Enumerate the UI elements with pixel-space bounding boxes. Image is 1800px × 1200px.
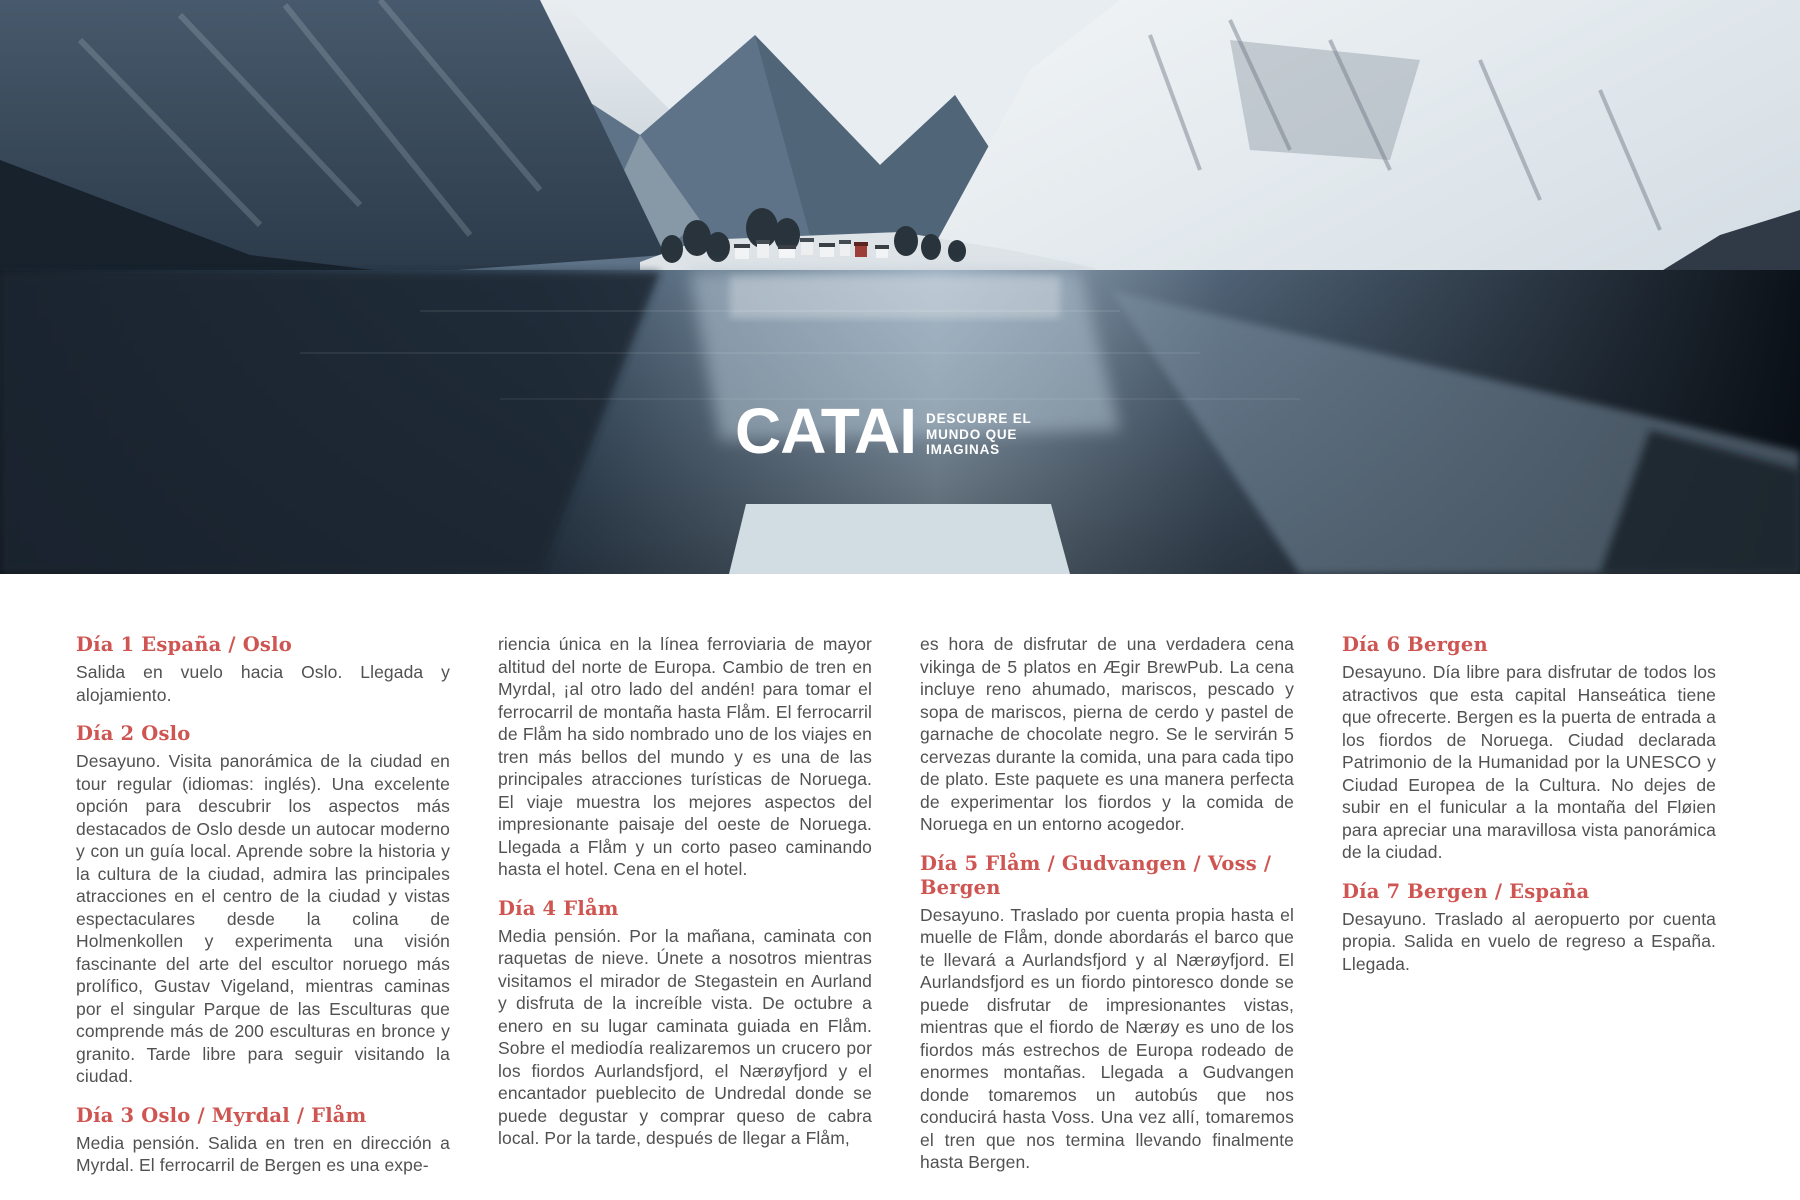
- day-5-heading: Día 5 Flåm / Gudvangen / Voss / Bergen: [920, 851, 1272, 899]
- tagline-line: DESCUBRE EL: [926, 411, 1032, 426]
- day-1-paragraph: Salida en vuelo hacia Oslo. Llegada y alojamiento.: [76, 662, 450, 705]
- tagline-line: IMAGINAS: [926, 442, 1000, 457]
- itinerary-column-2: [498, 633, 872, 1150]
- catai-logo: [735, 395, 1032, 467]
- tagline-line: MUNDO QUE: [926, 426, 1018, 442]
- day-4-paragraph-part-2: es hora de disfrutar de una verdadera cena vikinga de 5 platos en Ægir BrewPub. La cena incluye reno ahumado, mariscos, pescado y sopa de mariscos, pierna de cerdo y pastel de garnache de chocolate negro. Se le servirán 5 cervezas durante la comida, una para cada tipo de plato. Este paquete es una manera perfecta de experimentar los fiordos y la comida de Noruega en un entorno acogedor.: [920, 634, 1294, 834]
- day-6-heading: Día 6 Bergen: [1342, 633, 1488, 656]
- day-4-paragraph-part-1: Media pensión. Por la mañana, caminata con raquetas de nieve. Únete a nosotros mientras visitamos el mirador de Stegastein en Aurland y disfruta de la increíble vista. De octubre a enero en su lugar caminata guiada en Flåm. Sobre el mediodía realizaremos un crucero por los fiordos Aurlandsfjord, el Nærøyfjord y el encantador pueblecito de Undredal donde se puede degustar y comprar queso de cabra local. Por la tarde, después de llegar a Flåm,: [498, 925, 872, 1148]
- fjord-illustration: [0, 0, 1800, 574]
- day-7-paragraph: Desayuno. Traslado al aeropuerto por cuenta propia. Salida en vuelo de regreso a España. Llegada.: [1342, 908, 1716, 974]
- day-6-paragraph: Desayuno. Día libre para disfrutar de todos los atractivos que esta capital Hanseática tiene que ofrecerte. Bergen es la puerta de entrada a los fiordos de Noruega. Ciudad declarada Patrimonio de la Humanidad por la UNESCO y Ciudad Europea de la Cultura. No dejes de subir en el funicular a la montaña del Fløien para apreciar una maravillosa vista panorámica de la ciudad.: [1342, 662, 1716, 862]
- logo-tagline: [926, 411, 1032, 458]
- day-2-heading: Día 2 Oslo: [76, 722, 191, 745]
- day-1-heading: Día 1 España / Oslo: [76, 633, 292, 656]
- hero-panel: [729, 504, 1070, 574]
- hero-photo: [0, 0, 1800, 574]
- day-7-heading: Día 7 Bergen / España: [1342, 879, 1590, 903]
- day-3-heading: Día 3 Oslo / Myrdal / Flåm: [76, 1103, 367, 1127]
- day-4-heading: Día 4 Flåm: [498, 896, 619, 920]
- day-2-paragraph: Desayuno. Visita panorámica de la ciudad en tour regular (idiomas: inglés). Una excelente opción para descubrir los aspectos más destacados de Oslo desde un autocar moderno y con un guía local. Aprende sobre la historia y la cultura de la ciudad, admira las principales atracciones en el centro de la ciudad y vistas espectaculares desde la colina de Holmenkollen y experimenta una visión fascinante del arte del escultor noruego más prolífico, Gustav Vigeland, mientras caminas por el singular Parque de las Esculturas que comprende más de 200 esculturas en bronce y granito. Tarde libre para seguir visitando la ciudad.: [76, 751, 450, 1086]
- day-3-paragraph-part-1: Media pensión. Salida en tren en dirección a Myrdal. El ferrocarril de Bergen es una expe-: [76, 1132, 450, 1175]
- day-3-paragraph-part-2: riencia única en la línea ferroviaria de mayor altitud del norte de Europa. Cambio de tren en Myrdal, ¡al otro lado del andén! para tomar el ferrocarril de montaña hasta Flåm. El ferrocarril de Flåm ha sido nombrado uno de los viajes en tren más bellos del mundo y es una de las principales atracciones turísticas de Noruega. El viaje muestra los mejores aspectos del impresionante paisaje del oeste de Noruega. Llegada a Flåm y un corto paseo caminando hasta el hotel. Cena en el hotel.: [498, 634, 872, 879]
- itinerary-column-4: [1342, 633, 1716, 975]
- itinerary-column-3: [920, 633, 1294, 1174]
- itinerary-column-1: [76, 633, 450, 1177]
- day-5-paragraph: Desayuno. Traslado por cuenta propia hasta el muelle de Flåm, donde abordarás el barco que te llevará a Aurlandsfjord y al Nærøyfjord. El Aurlandsfjord es un fiordo pintoresco donde se puede disfrutar de impresionantes vistas, mientras que el fiordo de Nærøy es uno de los fiordos más estrechos de Europa rodeado de enormes montañas. Llegada a Gudvangen donde tomaremos un autobús que nos conducirá hasta Voss. Una vez allí, tomaremos el tren que nos termina llevando finalmente hasta Bergen.: [920, 904, 1294, 1172]
- catai-wordmark: CATAI: [735, 395, 917, 467]
